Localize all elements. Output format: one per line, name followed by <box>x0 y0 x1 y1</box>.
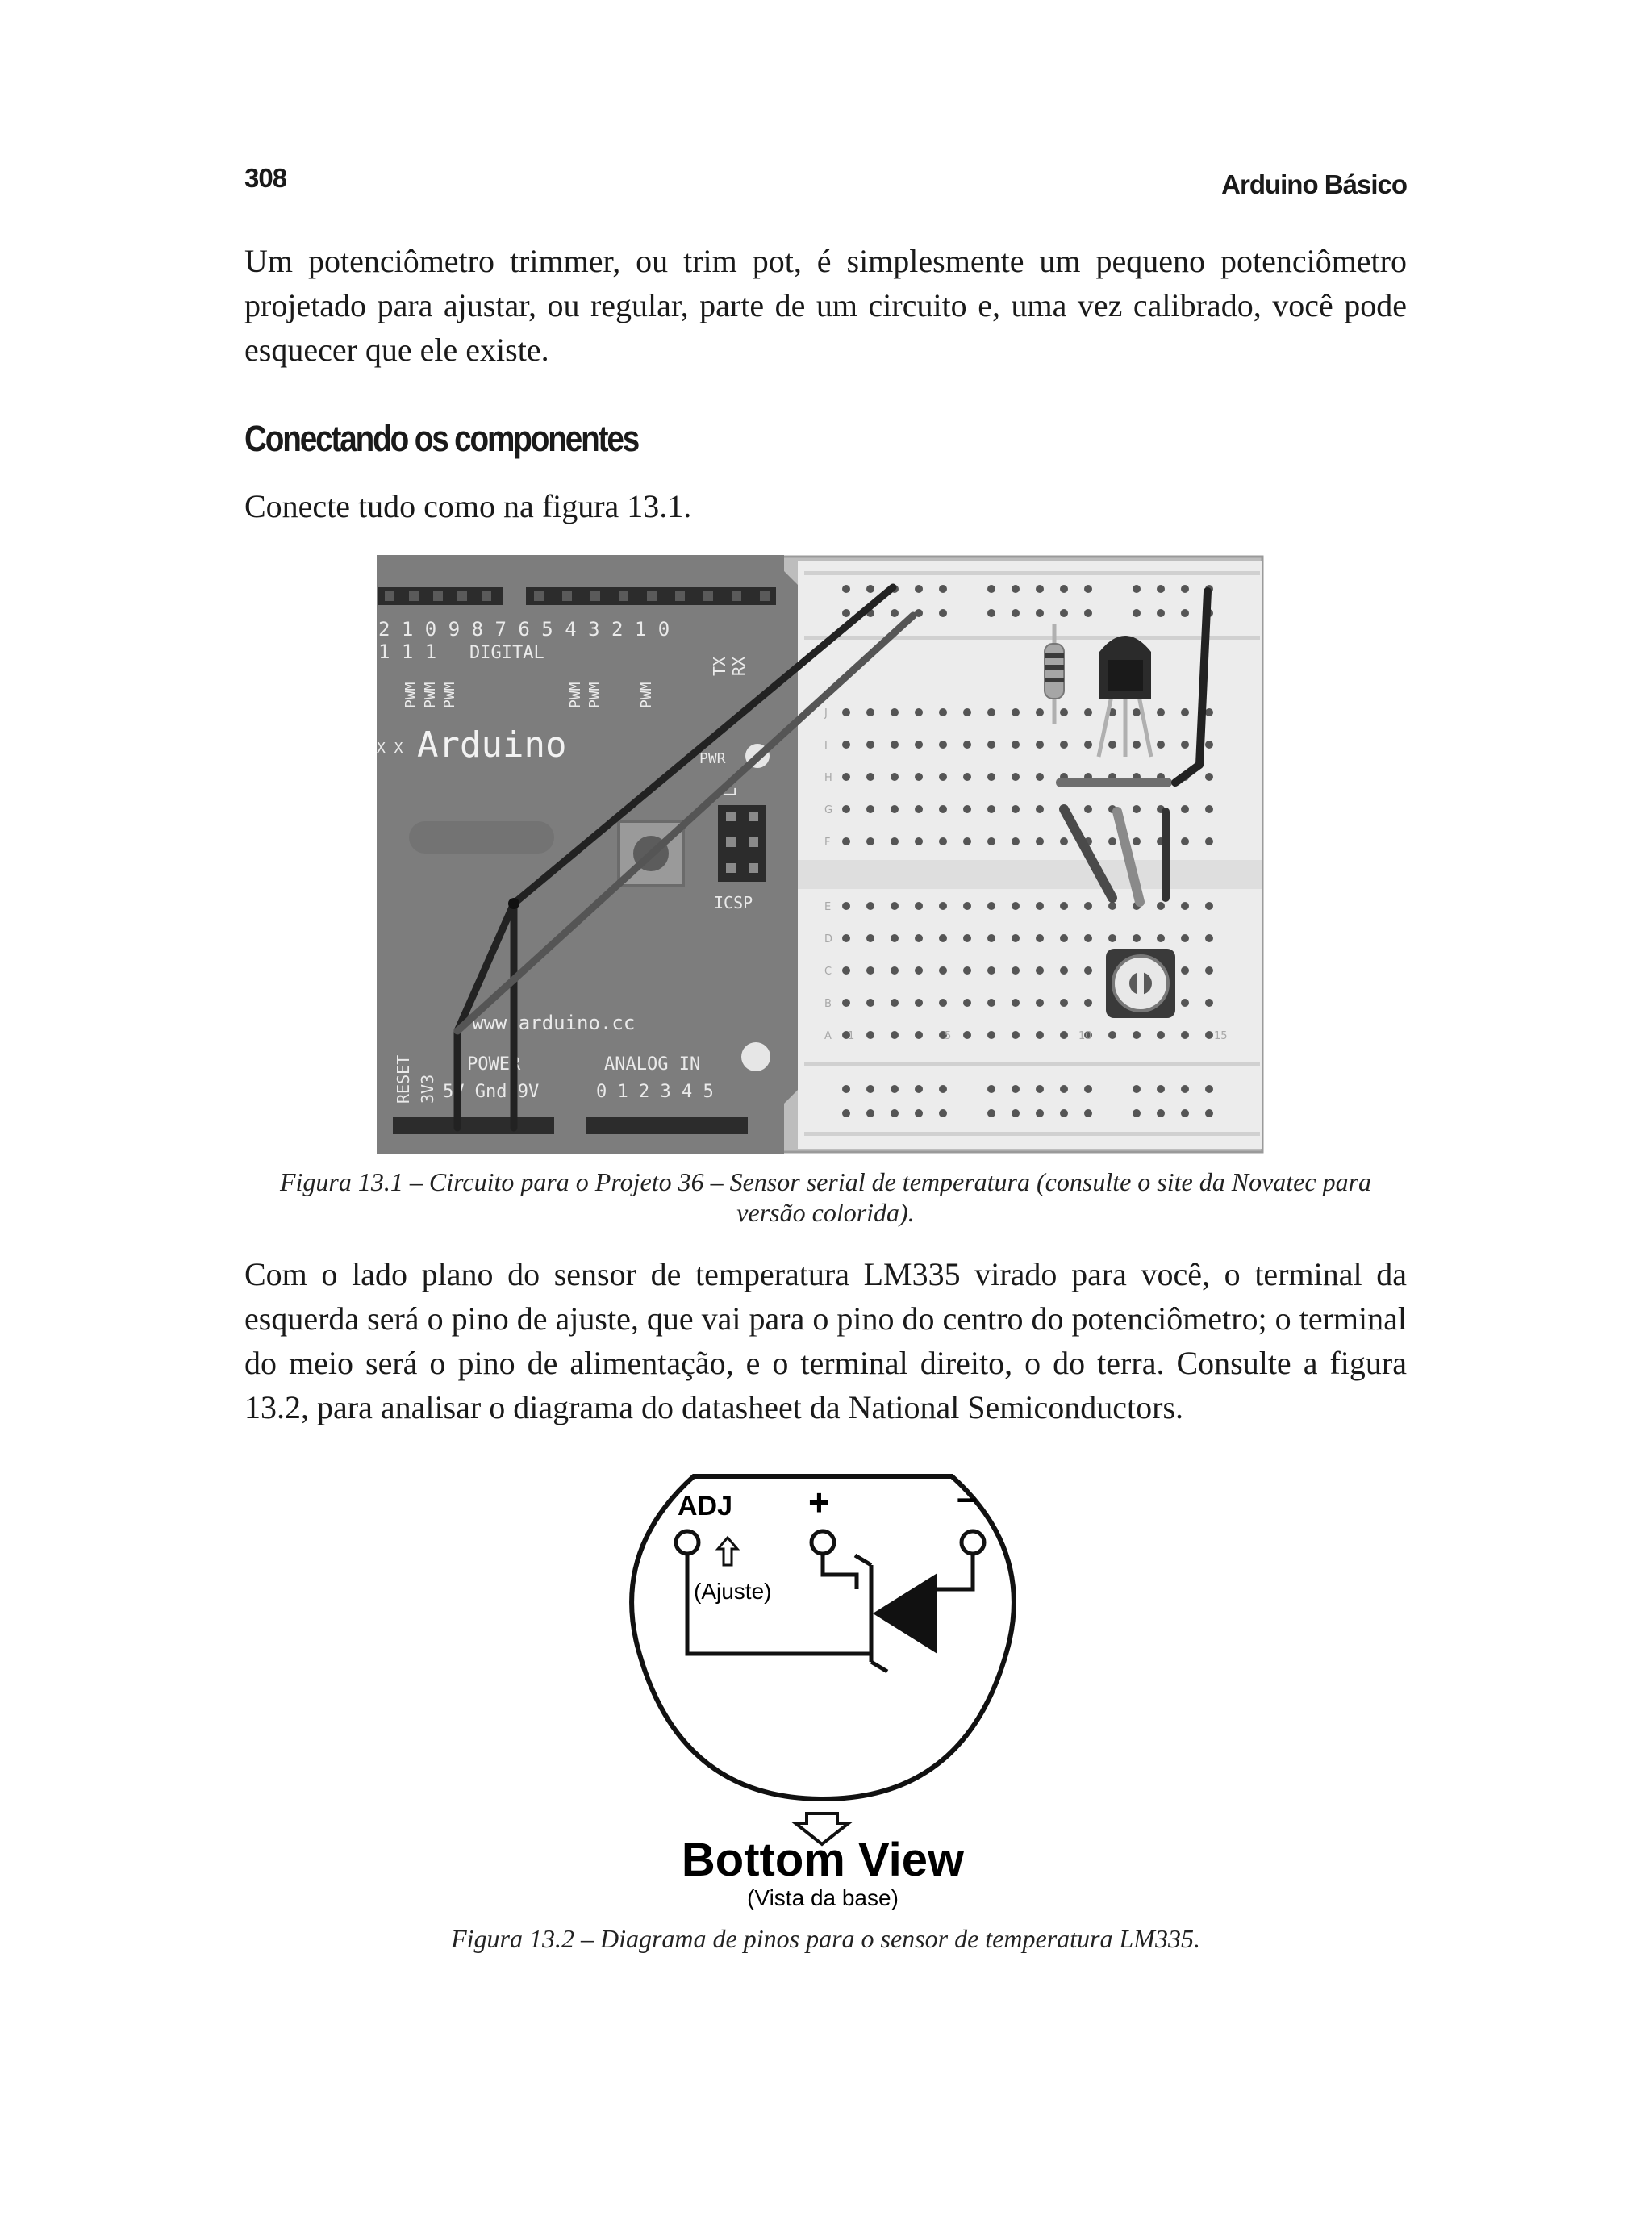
breadboard-hole <box>1108 902 1116 910</box>
breadboard-hole <box>1108 934 1116 942</box>
breadboard-hole <box>866 708 874 716</box>
breadboard-hole <box>1036 609 1044 617</box>
breadboard-hole <box>1181 609 1189 617</box>
breadboard-hole <box>1012 805 1020 813</box>
breadboard-hole <box>987 1109 995 1117</box>
row-letter-e: E <box>824 901 832 913</box>
breadboard-hole <box>1084 1085 1092 1093</box>
breadboard-hole <box>1060 1031 1068 1039</box>
pin-minus-label: – <box>957 1476 978 1518</box>
breadboard-hole <box>987 708 995 716</box>
breadboard-hole <box>866 585 874 593</box>
breadboard-hole <box>891 1085 899 1093</box>
breadboard-hole <box>1181 708 1189 716</box>
breadboard-hole <box>915 773 923 781</box>
breadboard-hole <box>987 837 995 845</box>
breadboard-hole <box>842 934 850 942</box>
breadboard-hole <box>915 934 923 942</box>
breadboard-hole <box>1084 1109 1092 1117</box>
breadboard-hole <box>1205 773 1213 781</box>
breadboard-hole <box>891 1031 899 1039</box>
power-label: POWER <box>467 1054 521 1075</box>
breadboard-hole <box>842 966 850 975</box>
breadboard-hole <box>891 708 899 716</box>
breadboard-hole <box>987 1031 995 1039</box>
breadboard-hole <box>1108 1031 1116 1039</box>
breadboard-hole <box>866 741 874 749</box>
breadboard-hole <box>1157 902 1165 910</box>
breadboard-hole <box>891 966 899 975</box>
breadboard-hole <box>1036 999 1044 1007</box>
paragraph-trim-pot: Um potenciômetro trimmer, ou trim pot, é simplesmente um pequeno potenciômetro projetado para ajustar, ou regular, parte de um circuito e, uma vez calibrado, você pode esquecer que ele existe. <box>244 243 1407 368</box>
tx-label: TX <box>710 656 729 676</box>
breadboard-hole <box>842 585 850 593</box>
trim-potentiometer <box>1106 949 1175 1018</box>
pwm-label-1: PWM <box>403 682 419 708</box>
breadboard-hole <box>915 805 923 813</box>
breadboard-hole <box>1205 1085 1213 1093</box>
breadboard-hole <box>915 1085 923 1093</box>
breadboard-hole <box>1205 902 1213 910</box>
breadboard-hole <box>987 966 995 975</box>
icsp-label: ICSP <box>714 893 753 912</box>
breadboard-hole <box>1084 999 1092 1007</box>
breadboard-hole <box>1012 585 1020 593</box>
pwm-label-5: PWM <box>586 682 603 708</box>
breadboard-hole <box>1205 934 1213 942</box>
pwm-label-6: PWM <box>638 682 655 708</box>
breadboard-hole <box>1181 837 1189 845</box>
breadboard-hole <box>1181 902 1189 910</box>
left-edge-label: X X <box>377 740 403 757</box>
breadboard-hole <box>866 773 874 781</box>
breadboard-hole <box>1012 1085 1020 1093</box>
breadboard-hole <box>842 902 850 910</box>
breadboard-hole <box>866 1109 874 1117</box>
breadboard-hole <box>1036 966 1044 975</box>
breadboard-hole <box>891 609 899 617</box>
board-component-shadow <box>409 821 554 854</box>
row-letter-g: G <box>824 804 833 816</box>
breadboard-hole <box>963 966 971 975</box>
breadboard-hole <box>1012 708 1020 716</box>
breadboard-hole <box>1181 805 1189 813</box>
breadboard-hole <box>891 805 899 813</box>
breadboard-hole <box>1181 934 1189 942</box>
row-letter-c: C <box>824 966 832 978</box>
breadboard-hole <box>1181 1085 1189 1093</box>
breadboard-hole <box>1012 934 1020 942</box>
led-label: L <box>720 787 740 797</box>
breadboard-hole <box>866 1085 874 1093</box>
breadboard-hole <box>939 966 947 975</box>
breadboard-hole <box>963 902 971 910</box>
breadboard-hole <box>939 585 947 593</box>
breadboard-hole <box>987 805 995 813</box>
breadboard-hole <box>939 1085 947 1093</box>
breadboard-hole <box>1133 837 1141 845</box>
breadboard-hole <box>866 805 874 813</box>
icsp-header <box>718 805 766 882</box>
breadboard-hole <box>1060 1109 1068 1117</box>
breadboard-hole <box>1205 805 1213 813</box>
breadboard-hole <box>915 708 923 716</box>
figure-1-caption: Figura 13.1 – Circuito para o Projeto 36 – Sensor serial de temperatura (consulte o site da Novatec para versão colorida). <box>279 1167 1372 1227</box>
breadboard-hole <box>1133 1031 1141 1039</box>
breadboard-hole <box>963 1031 971 1039</box>
rx-label: RX <box>729 656 749 676</box>
pin-adj-circle <box>676 1531 699 1554</box>
breadboard-hole <box>963 741 971 749</box>
pwr-label: PWR <box>699 750 726 767</box>
figure-2-caption: Figura 13.2 – Diagrama de pinos para o sensor de temperatura LM335. <box>451 1924 1200 1953</box>
breadboard-hole <box>891 1109 899 1117</box>
breadboard-hole <box>1108 741 1116 749</box>
breadboard-hole <box>866 837 874 845</box>
row-letter-f: F <box>824 837 831 849</box>
breadboard-hole <box>842 741 850 749</box>
breadboard-hole <box>1084 741 1092 749</box>
breadboard-hole <box>866 902 874 910</box>
row-letter-i: I <box>824 740 828 752</box>
pin-minus-circle <box>962 1531 984 1554</box>
breadboard-hole <box>842 708 850 716</box>
breadboard-hole <box>1012 609 1020 617</box>
pwm-label-2: PWM <box>422 682 439 708</box>
breadboard-hole <box>1108 837 1116 845</box>
digital-pin-numbers: 2 1 0 9 8 7 6 5 4 3 2 1 0 <box>378 618 670 641</box>
view-title: Bottom View <box>681 1834 965 1886</box>
breadboard-hole <box>1012 999 1020 1007</box>
breadboard-hole <box>1012 1109 1020 1117</box>
digital-label: DIGITAL <box>469 643 544 663</box>
breadboard-hole <box>939 902 947 910</box>
breadboard-hole <box>1084 609 1092 617</box>
breadboard-hole <box>963 999 971 1007</box>
row-letter-j: J <box>824 707 828 720</box>
breadboard-hole <box>1036 1031 1044 1039</box>
breadboard-hole <box>987 773 995 781</box>
breadboard-hole <box>1157 741 1165 749</box>
breadboard-hole <box>915 966 923 975</box>
breadboard-hole <box>842 1109 850 1117</box>
breadboard-hole <box>842 805 850 813</box>
breadboard-hole <box>1060 966 1068 975</box>
breadboard-hole <box>1036 902 1044 910</box>
breadboard-hole <box>987 999 995 1007</box>
breadboard-hole <box>915 741 923 749</box>
breadboard-hole <box>1133 1085 1141 1093</box>
arduino-board <box>377 555 816 1154</box>
figure-pin-diagram <box>613 1460 1032 1912</box>
row-letter-a: A <box>824 1030 832 1042</box>
breadboard-hole <box>1060 837 1068 845</box>
breadboard-hole <box>1157 708 1165 716</box>
breadboard-hole <box>1060 585 1068 593</box>
column-marker-10: 10 <box>1078 1030 1092 1042</box>
breadboard-hole <box>963 708 971 716</box>
breadboard-hole <box>1036 741 1044 749</box>
breadboard-hole <box>1060 708 1068 716</box>
breadboard <box>798 561 1262 1149</box>
pin-plus-circle <box>811 1531 834 1554</box>
diode-triangle <box>873 1573 937 1654</box>
breadboard-hole <box>1060 902 1068 910</box>
breadboard-hole <box>1205 1109 1213 1117</box>
breadboard-hole <box>1133 805 1141 813</box>
breadboard-hole <box>1181 741 1189 749</box>
breadboard-hole <box>1205 708 1213 716</box>
breadboard-hole <box>939 708 947 716</box>
analog-pins-label: 0 1 2 3 4 5 <box>596 1082 714 1102</box>
pwm-label-4: PWM <box>567 682 584 708</box>
breadboard-hole <box>963 837 971 845</box>
breadboard-hole <box>1133 934 1141 942</box>
breadboard-hole <box>1181 999 1189 1007</box>
breadboard-hole <box>987 1085 995 1093</box>
breadboard-hole <box>915 999 923 1007</box>
breadboard-hole <box>1036 708 1044 716</box>
breadboard-hole <box>891 934 899 942</box>
breadboard-hole <box>891 902 899 910</box>
breadboard-hole <box>963 934 971 942</box>
breadboard-hole <box>866 1031 874 1039</box>
breadboard-hole <box>1012 773 1020 781</box>
breadboard-hole <box>987 902 995 910</box>
breadboard-hole <box>1157 1085 1165 1093</box>
breadboard-hole <box>866 934 874 942</box>
pwm-label-3: PWM <box>441 682 458 708</box>
breadboard-hole <box>1133 741 1141 749</box>
breadboard-hole <box>939 1109 947 1117</box>
adj-arrow-icon <box>718 1538 737 1565</box>
paragraph-connect: Conecte tudo como na figura 13.1. <box>244 488 692 524</box>
breadboard-hole <box>1012 902 1020 910</box>
breadboard-hole <box>891 773 899 781</box>
column-marker-1: 1 <box>848 1030 855 1042</box>
breadboard-hole <box>1181 966 1189 975</box>
breadboard-hole <box>1181 1109 1189 1117</box>
breadboard-hole <box>939 609 947 617</box>
breadboard-hole <box>866 966 874 975</box>
breadboard-hole <box>987 934 995 942</box>
breadboard-hole <box>1157 609 1165 617</box>
arduino-brand: Arduino <box>417 724 567 766</box>
pin-adj-label: ADJ <box>678 1491 733 1521</box>
adj-note: (Ajuste) <box>694 1579 772 1604</box>
breadboard-hole <box>915 837 923 845</box>
wire-joint <box>508 898 519 909</box>
breadboard-hole <box>915 585 923 593</box>
breadboard-hole <box>1036 1085 1044 1093</box>
breadboard-hole <box>1060 609 1068 617</box>
breadboard-hole <box>939 934 947 942</box>
breadboard-hole <box>1084 934 1092 942</box>
breadboard-hole <box>939 773 947 781</box>
breadboard-hole <box>1036 773 1044 781</box>
breadboard-hole <box>1084 585 1092 593</box>
breadboard-hole <box>1157 934 1165 942</box>
power-pins-label: 5V Gnd 9V <box>443 1082 540 1102</box>
breadboard-hole <box>842 999 850 1007</box>
breadboard-hole <box>1036 805 1044 813</box>
breadboard-hole <box>1205 999 1213 1007</box>
breadboard-hole <box>1060 1085 1068 1093</box>
breadboard-hole <box>1084 708 1092 716</box>
breadboard-hole <box>1036 585 1044 593</box>
breadboard-hole <box>987 741 995 749</box>
column-marker-5: 5 <box>945 1030 952 1042</box>
breadboard-hole <box>1012 966 1020 975</box>
row-letter-b: B <box>824 998 832 1010</box>
breadboard-hole <box>866 999 874 1007</box>
breadboard-hole <box>939 837 947 845</box>
website-label: www.arduino.cc <box>472 1012 636 1034</box>
breadboard-hole <box>1133 1109 1141 1117</box>
breadboard-hole <box>1012 1031 1020 1039</box>
breadboard-hole <box>939 741 947 749</box>
row-letter-d: D <box>824 933 833 945</box>
breadboard-hole <box>1084 966 1092 975</box>
breadboard-hole <box>1036 934 1044 942</box>
breadboard-hole <box>963 805 971 813</box>
breadboard-hole <box>1181 1031 1189 1039</box>
breadboard-hole <box>1133 708 1141 716</box>
row-letter-h: H <box>824 772 832 784</box>
v33-label: 3V3 <box>418 1074 437 1104</box>
breadboard-hole <box>1133 609 1141 617</box>
page-number: 308 <box>244 163 287 193</box>
breadboard-hole <box>891 999 899 1007</box>
analog-label: ANALOG IN <box>604 1054 701 1075</box>
breadboard-hole <box>963 773 971 781</box>
breadboard-hole <box>891 741 899 749</box>
breadboard-hole <box>987 609 995 617</box>
paragraph-sensor-pins: Com o lado plano do sensor de temperatura LM335 virado para você, o terminal da esquerda será o pino de ajuste, que vai para o pino do centro do potenciômetro; o terminal do meio será o pino de alimentação, e o terminal direito, o do terra. Consulte a figura 13.2, para analisar o diagrama do datasheet da National Semiconductors. <box>244 1256 1407 1425</box>
view-subtitle: (Vista da base) <box>747 1885 899 1910</box>
breadboard-hole <box>915 902 923 910</box>
breadboard-hole <box>1084 902 1092 910</box>
breadboard-hole <box>1012 741 1020 749</box>
breadboard-hole <box>842 609 850 617</box>
breadboard-hole <box>1205 966 1213 975</box>
board-mount-hole <box>741 1042 770 1071</box>
breadboard-hole <box>1157 1031 1165 1039</box>
breadboard-hole <box>1012 837 1020 845</box>
breadboard-hole <box>891 837 899 845</box>
breadboard-hole <box>842 773 850 781</box>
section-heading: Conectando os componentes <box>244 418 639 459</box>
pin-plus-label: + <box>808 1481 830 1523</box>
figure-circuit <box>377 555 1264 1154</box>
breadboard-hole <box>915 1109 923 1117</box>
breadboard-hole <box>987 585 995 593</box>
breadboard-hole <box>842 837 850 845</box>
breadboard-hole <box>1157 585 1165 593</box>
breadboard-hole <box>1205 741 1213 749</box>
running-title: Arduino Básico <box>1221 169 1407 199</box>
digital-prefix-numbers: 1 1 1 <box>378 641 437 663</box>
breadboard-hole <box>1060 741 1068 749</box>
breadboard-hole <box>939 805 947 813</box>
breadboard-hole <box>1205 837 1213 845</box>
breadboard-hole <box>1036 1109 1044 1117</box>
breadboard-hole <box>842 1085 850 1093</box>
breadboard-hole <box>1157 1109 1165 1117</box>
breadboard-hole <box>1133 585 1141 593</box>
breadboard-hole <box>1181 585 1189 593</box>
breadboard-hole <box>915 1031 923 1039</box>
breadboard-hole <box>1060 934 1068 942</box>
column-marker-15: 15 <box>1214 1030 1228 1042</box>
breadboard-hole <box>1036 837 1044 845</box>
breadboard-hole <box>1060 999 1068 1007</box>
reset-label: RESET <box>394 1054 413 1104</box>
breadboard-hole <box>1084 805 1092 813</box>
breadboard-hole <box>1205 1031 1213 1039</box>
breadboard-hole <box>939 999 947 1007</box>
